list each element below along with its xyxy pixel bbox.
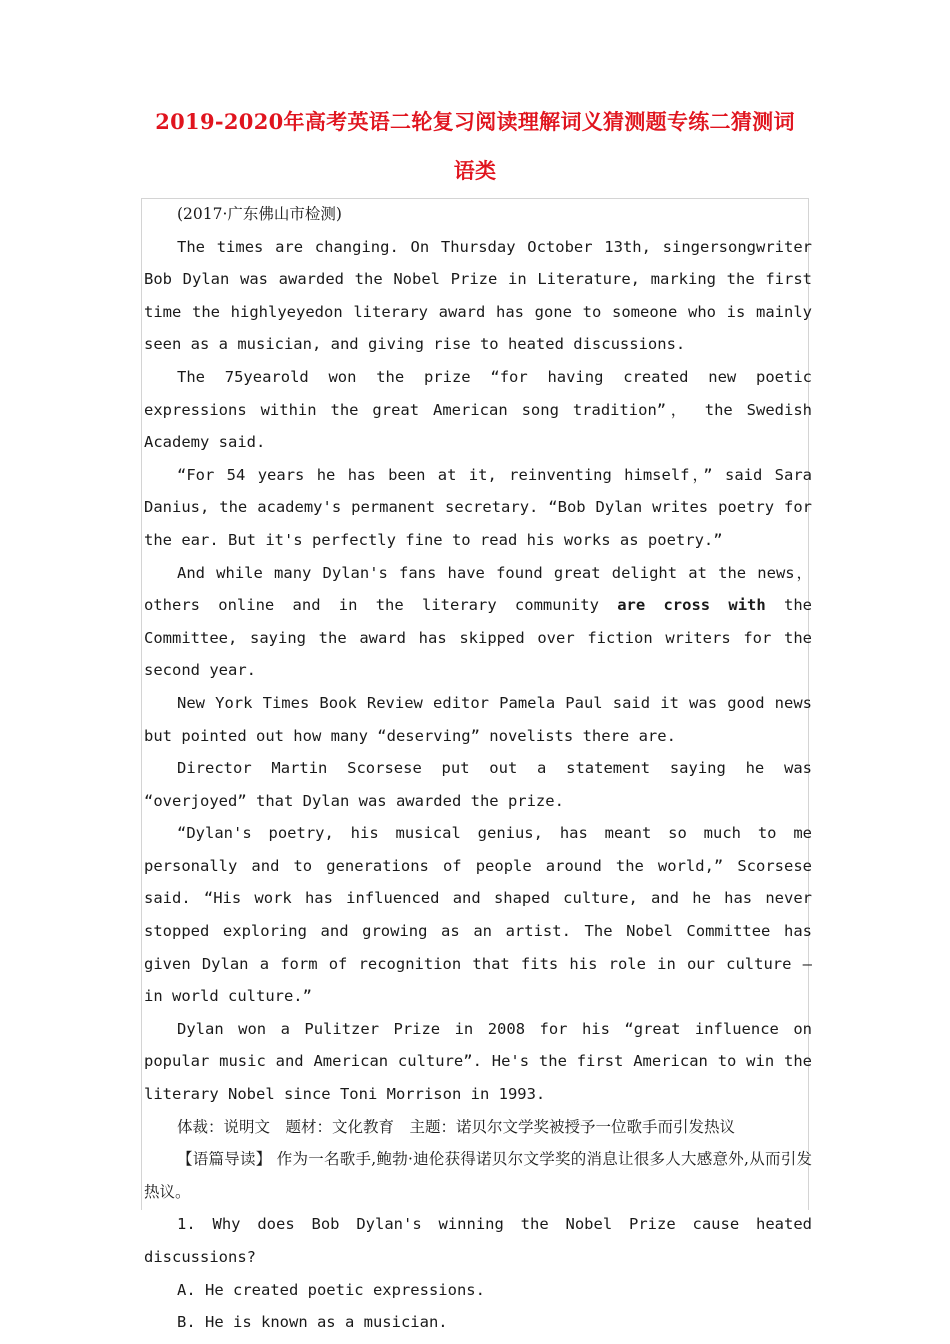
document-title-line-1: 2019-2020年高考英语二轮复习阅读理解词义猜测题专练二猜测词	[155, 109, 795, 134]
source-line: (2017·广东佛山市检测)	[177, 205, 342, 223]
passage-guide: 【语篇导读】 作为一名歌手,鲍勃·迪伦获得诺贝尔文学奖的消息让很多人大感意外,从而引发热议。	[144, 1150, 812, 1201]
paragraph-5: New York Times Book Review editor Pamela Paul said it was good news but pointed out how many “deserving” novelists there are.	[144, 693, 812, 745]
paragraph-6: Director Martin Scorsese put out a statement saying he was “overjoyed” that Dylan was awarded the prize.	[144, 759, 812, 810]
question-1-stem: 1. Why does Bob Dylan's winning the Nobel Prize cause heated discussions?	[144, 1215, 812, 1266]
genre-topic-line: 体裁：说明文 题材：文化教育 主题：诺贝尔文学奖被授予一位歌手而引发热议	[177, 1117, 736, 1136]
target-phrase-bold: are cross with	[617, 596, 766, 615]
paragraph-4-text-after: the Committee, saying the award has skipped over fiction writers for the second year.	[144, 596, 812, 680]
question-1-option-b: B. He is known as a musician.	[177, 1313, 448, 1332]
text-frame-left-border	[141, 198, 142, 1210]
paragraph-2: The 75yearold won the prize “for having created new poetic expressions within the great American song tradition”， the Swedish Academy said.	[144, 367, 812, 452]
question-1-option-a: A. He created poetic expressions.	[177, 1280, 485, 1299]
paragraph-8: Dylan won a Pulitzer Prize in 2008 for his “great influence on popular music and American culture”. He's the first American to win the literary Nobel since Toni Morrison in 1993.	[144, 1019, 812, 1104]
document-title-line-2: 语类	[453, 158, 497, 183]
paragraph-4	[144, 557, 812, 687]
paragraph-1: The times are changing. On Thursday October 13th, singersongwriter Bob Dylan was awarded the Nobel Prize in Literature, marking the first time the highlyeyedon literary award has gone to someone who is mainly seen as a musician, and giving rise to heated discussions.	[144, 237, 812, 354]
paragraph-4-text-before: And while many Dylan's fans have found great delight at the news，others online and in the literary community	[144, 563, 812, 615]
paragraph-7: “Dylan's poetry, his musical genius, has meant so much to me personally and to generations of people around the world,” Scorsese said. “His work has influenced and shaped culture, and he has never stopped exploring and growing as an artist. The Nobel Committee has given Dylan a form of recognition that fits his role in our culture — in world culture.”	[144, 824, 812, 1006]
article-body	[144, 198, 812, 1339]
paragraph-3: “For 54 years he has been at it, reinventing himself，” said Sara Danius, the academy's permanent secretary. “Bob Dylan writes poetry for the ear. But it's perfectly fine to read his works as poetry.”	[144, 465, 812, 549]
